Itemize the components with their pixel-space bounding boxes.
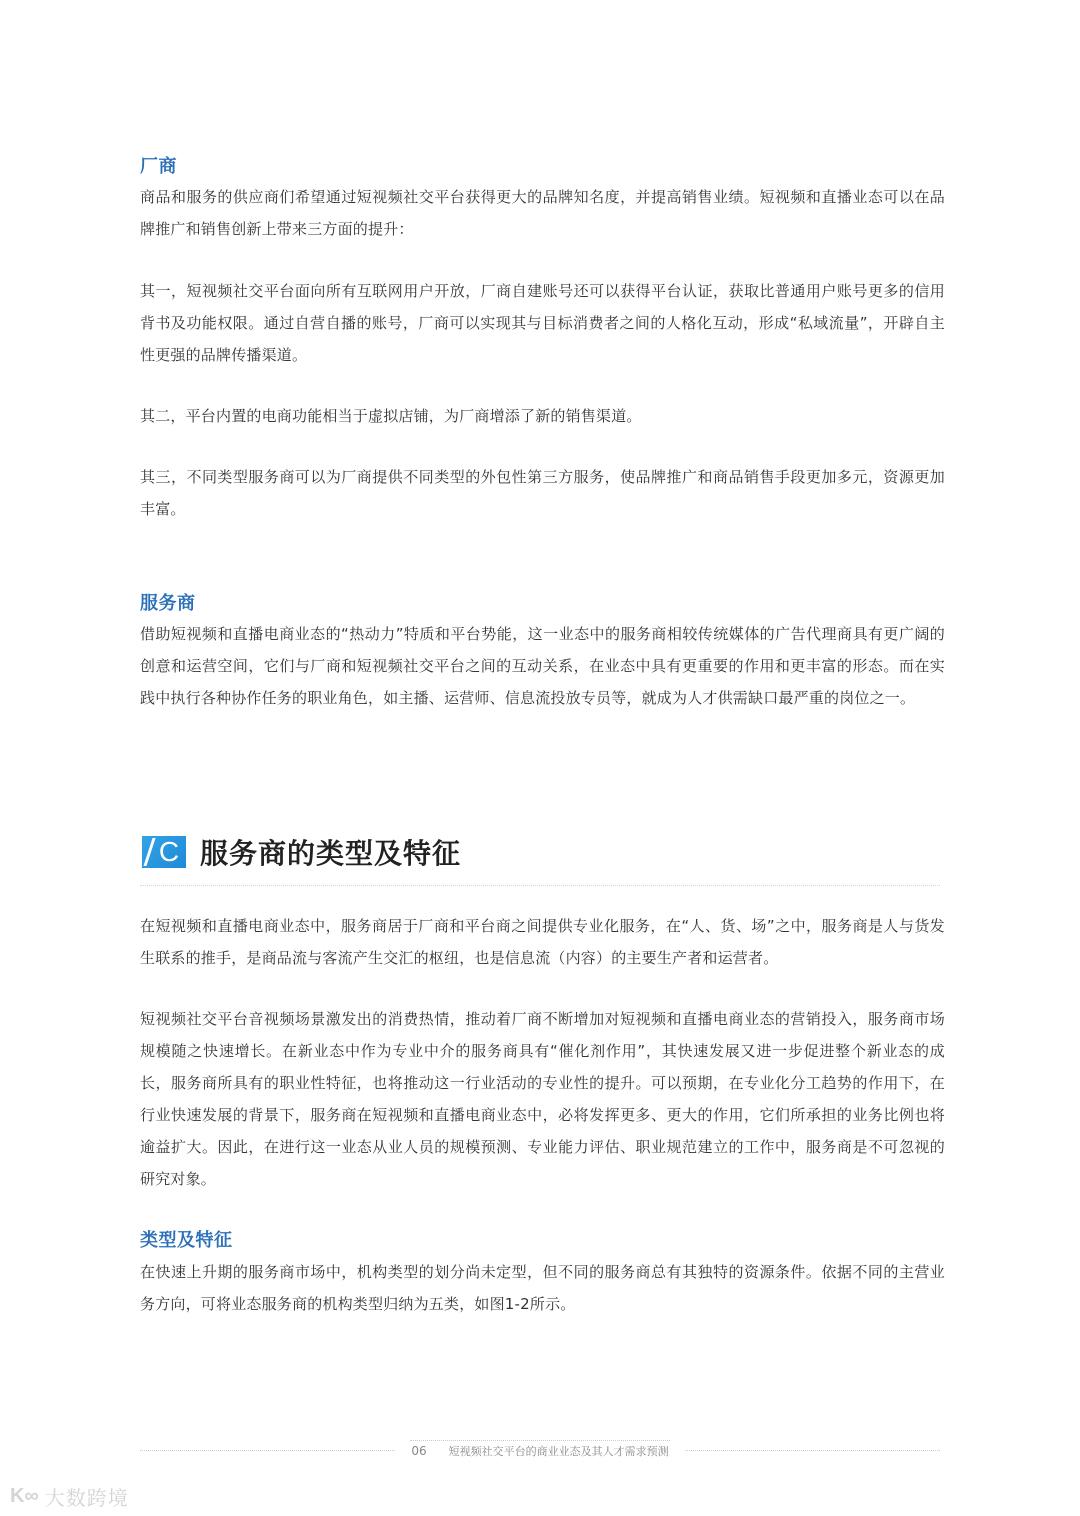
paragraph-manufacturer-point-3: 其三，不同类型服务商可以为厂商提供不同类型的外包性第三方服务，使品牌推广和商品销售手段更加多元，资源更加丰富。 <box>140 468 945 518</box>
running-title: 短视频社交平台的商业业态及其人才需求预测 <box>448 1445 669 1458</box>
chapter-title-text: 服务商的类型及特征 <box>200 837 462 870</box>
heading-service-provider: 服务商 <box>140 593 196 614</box>
watermark <box>10 1482 129 1510</box>
paragraph-service-provider: 借助短视频和直播电商业态的“热动力”特质和平台势能，这一业态中的服务商相较传统媒体的广告代理商具有更广阔的创意和运营空间，它们与厂商和短视频社交平台之间的互动关系，在业态中具有更重要的作用和更丰富的形态。而在实践中执行各种协作任务的职业角色，如主播、运营师、信息流投放专员等，就成为人才供需缺口最严重的岗位之一。 <box>140 625 945 707</box>
paragraph-manufacturer-point-1: 其一，短视频社交平台面向所有互联网用户开放，厂商自建账号还可以获得平台认证，获取比普通用户账号更多的信用背书及功能权限。通过自营自播的账号，厂商可以实现其与目标消费者之间的人格化互动，形成“私域流量”，开辟自主性更强的品牌传播渠道。 <box>140 282 945 364</box>
heading-types: 类型及特征 <box>140 1230 233 1251</box>
page-footer <box>140 1440 940 1460</box>
footer-rule-left <box>140 1450 395 1451</box>
watermark-text: 大数跨境 <box>44 1485 129 1510</box>
paragraph-chapter-2: 短视频社交平台音视频场景激发出的消费热情，推动着厂商不断增加对短视频和直播电商业态的营销投入，服务商市场规模随之快速增长。在新业态中作为专业中介的服务商具有“催化剂作用”，其快速发展又进一步促进整个新业态的成长，服务商所具有的职业性特征，也将推动这一行业活动的专业性的提升。可以预期，在专业化分工趋势的作用下，在行业快速发展的背景下，服务商在短视频和直播电商业态中，必将发挥更多、更大的作用，它们所承担的业务比例也将逾益扩大。因此，在进行这一业态从业人员的规模预测、专业能力评估、职业规范建立的工作中，服务商是不可忽视的研究对象。 <box>140 1010 945 1188</box>
chapter-title <box>142 832 461 872</box>
page-number: 06 <box>411 1444 427 1458</box>
heading-manufacturer: 厂商 <box>140 156 177 177</box>
paragraph-manufacturer-point-2: 其二，平台内置的电商功能相当于虚拟店铺，为厂商增添了新的销售渠道。 <box>140 407 642 425</box>
chapter-divider <box>140 885 940 886</box>
watermark-logo-icon: K∞ <box>10 1484 39 1507</box>
chapter-badge-letter: C <box>158 836 180 867</box>
footer-label <box>410 1440 670 1461</box>
paragraph-manufacturer-intro: 商品和服务的供应商们希望通过短视频社交平台获得更大的品牌知名度，并提高销售业绩。短视频和直播业态可以在品牌推广和销售创新上带来三方面的提升： <box>140 188 945 238</box>
chapter-badge-icon <box>142 836 186 868</box>
paragraph-chapter-1: 在短视频和直播电商业态中，服务商居于厂商和平台商之间提供专业化服务，在“人、货、场”之中，服务商是人与货发生联系的推手，是商品流与客流产生交汇的枢纽，也是信息流（内容）的主要生产者和运营者。 <box>140 917 945 967</box>
paragraph-types: 在快速上升期的服务商市场中，机构类型的划分尚未定型，但不同的服务商总有其独特的资源条件。依据不同的主营业务方向，可将业态服务商的机构类型归纳为五类，如图1-2所示。 <box>140 1263 945 1313</box>
footer-rule-right <box>685 1450 940 1451</box>
slash-mark <box>143 838 155 866</box>
